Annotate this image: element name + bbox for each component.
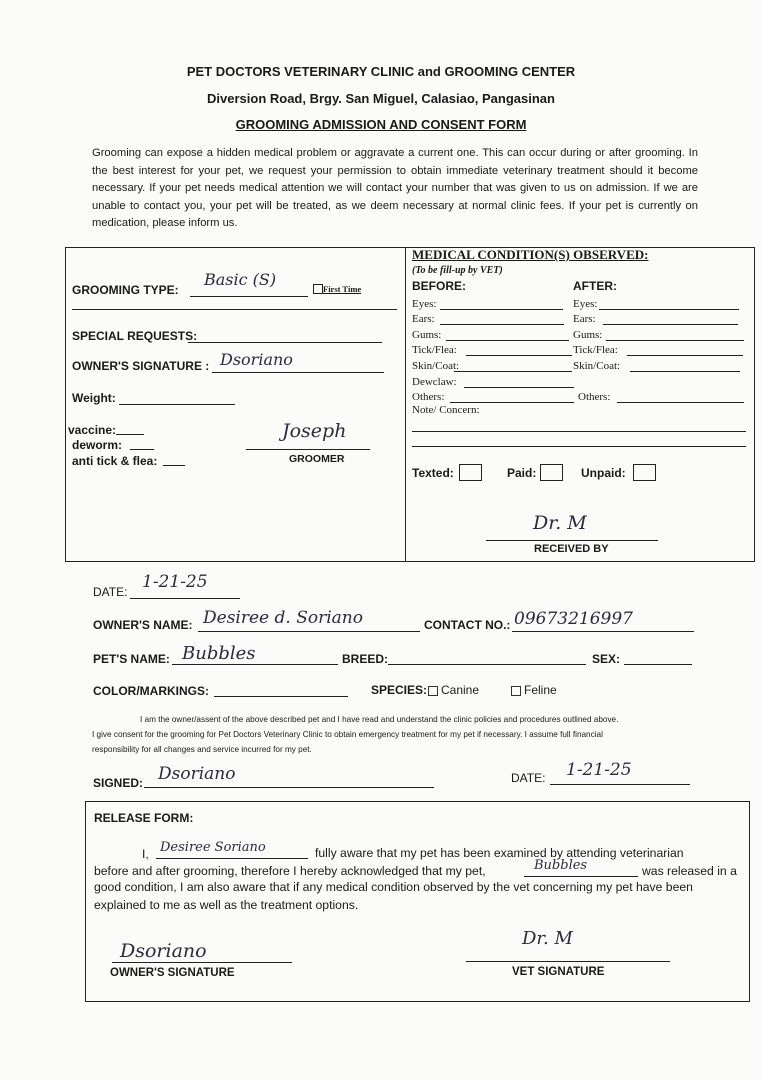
special-requests-label: SPECIAL REQUESTS: bbox=[72, 329, 198, 343]
weight-label: Weight: bbox=[72, 391, 116, 405]
weight-line[interactable] bbox=[119, 404, 235, 405]
owner-signature-value: Dsoriano bbox=[220, 350, 293, 369]
grooming-type-value[interactable]: Basic (S) bbox=[204, 270, 277, 289]
release-text-1: fully aware that my pet has been examined by attending veterinarian bbox=[315, 846, 684, 860]
consent-date-line[interactable] bbox=[550, 784, 690, 785]
consent-line-2: I give consent for the grooming for Pet Doctors Veterinary Clinic to obtain emergency treatment for my pet if necessary. I assume full financial bbox=[92, 730, 603, 739]
before-field-line[interactable] bbox=[440, 309, 563, 310]
pet-name-line[interactable] bbox=[172, 664, 338, 665]
release-owner-signature-line[interactable] bbox=[112, 962, 292, 963]
received-by-label: RECEIVED BY bbox=[534, 543, 609, 555]
sex-label: SEX: bbox=[592, 652, 621, 666]
after-field-label: Tick/Flea: bbox=[573, 344, 618, 356]
after-field-label: Ears: bbox=[573, 313, 596, 325]
release-owner-signature-label: OWNER'S SIGNATURE bbox=[110, 967, 235, 979]
canine-option[interactable] bbox=[428, 683, 479, 697]
release-name-value: Desiree Soriano bbox=[160, 840, 266, 855]
feline-label: Feline bbox=[524, 683, 557, 697]
color-line[interactable] bbox=[214, 696, 348, 697]
paid-label: Paid: bbox=[507, 466, 537, 480]
vaccine-label: vaccine: bbox=[68, 423, 117, 437]
first-time-label: First Time bbox=[323, 284, 362, 294]
contact-line[interactable] bbox=[512, 631, 694, 632]
contact-value: 09673216997 bbox=[514, 609, 633, 629]
note-line-1[interactable] bbox=[412, 431, 746, 432]
texted-checkbox[interactable] bbox=[459, 464, 482, 481]
sex-line[interactable] bbox=[624, 664, 692, 665]
after-field-line[interactable] bbox=[627, 355, 743, 356]
owner-name-label: OWNER'S NAME: bbox=[93, 618, 193, 632]
groomer-line[interactable] bbox=[246, 449, 370, 450]
before-field-line[interactable] bbox=[446, 340, 569, 341]
canine-label: Canine bbox=[441, 683, 480, 697]
consent-line-3: responsibility for all changes and service incurred for my pet. bbox=[92, 745, 312, 754]
note-label: Note/ Concern: bbox=[412, 404, 480, 416]
release-title: RELEASE FORM: bbox=[94, 811, 194, 825]
date-line[interactable] bbox=[130, 598, 240, 599]
first-time-checkbox[interactable] bbox=[313, 284, 323, 294]
owner-name-value: Desiree d. Soriano bbox=[203, 608, 363, 628]
release-text-4: good condition, I am also aware that if any medical condition observed by the vet concerning my pet have been bbox=[94, 880, 693, 894]
deworm-label: deworm: bbox=[72, 438, 123, 452]
date-label: DATE: bbox=[93, 585, 128, 599]
release-vet-signature-label: VET SIGNATURE bbox=[512, 966, 605, 978]
release-text-2: before and after grooming, therefore I hereby acknowledged that my pet, bbox=[94, 864, 486, 878]
texted-label: Texted: bbox=[412, 466, 454, 480]
received-by-value: Dr. M bbox=[533, 512, 587, 534]
unpaid-checkbox[interactable] bbox=[633, 464, 656, 481]
owner-signature-line[interactable] bbox=[212, 372, 384, 373]
breed-label: BREED: bbox=[342, 652, 389, 666]
color-label: COLOR/MARKINGS: bbox=[93, 684, 209, 698]
after-field-label: Eyes: bbox=[573, 298, 598, 310]
groomer-label: GROOMER bbox=[289, 453, 345, 465]
before-label: BEFORE: bbox=[412, 279, 466, 293]
owner-name-line[interactable] bbox=[198, 631, 420, 632]
after-field-label: Skin/Coat: bbox=[573, 360, 621, 372]
unpaid-label: Unpaid: bbox=[581, 466, 626, 480]
release-name-line[interactable] bbox=[156, 858, 308, 859]
after-field-line[interactable] bbox=[599, 309, 739, 310]
release-vet-signature-line[interactable] bbox=[466, 961, 670, 962]
received-by-line[interactable] bbox=[486, 540, 658, 541]
form-title: GROOMING ADMISSION AND CONSENT FORM bbox=[235, 117, 527, 132]
before-field-label: Tick/Flea: bbox=[412, 344, 457, 356]
after-field-line[interactable] bbox=[630, 371, 740, 372]
before-field-line[interactable] bbox=[450, 402, 574, 403]
paid-checkbox[interactable] bbox=[540, 464, 563, 481]
anti-tick-line[interactable] bbox=[163, 465, 185, 466]
grooming-type-line bbox=[190, 296, 308, 297]
clinic-name: PET DOCTORS VETERINARY CLINIC and GROOMING CENTER bbox=[186, 64, 576, 79]
after-field-line[interactable] bbox=[617, 402, 744, 403]
before-field-line[interactable] bbox=[464, 387, 574, 388]
groomer-value: Joseph bbox=[282, 420, 347, 442]
consent-date-label: DATE: bbox=[511, 771, 546, 785]
signed-value: Dsoriano bbox=[158, 764, 236, 784]
before-field-line[interactable] bbox=[454, 371, 572, 372]
after-field-line[interactable] bbox=[603, 324, 738, 325]
anti-tick-label: anti tick & flea: bbox=[72, 454, 158, 468]
release-owner-signature-value: Dsoriano bbox=[120, 940, 207, 962]
date-value: 1-21-25 bbox=[142, 572, 208, 592]
grooming-type-label: GROOMING TYPE: bbox=[72, 283, 179, 297]
consent-date-value: 1-21-25 bbox=[566, 760, 632, 780]
after-field-label: Gums: bbox=[573, 329, 603, 341]
before-field-line[interactable] bbox=[440, 324, 564, 325]
deworm-line[interactable] bbox=[130, 449, 154, 450]
species-label: SPECIES: bbox=[371, 683, 428, 697]
before-field-label: Ears: bbox=[412, 313, 435, 325]
contact-label: CONTACT NO.: bbox=[424, 618, 511, 632]
medical-title: MEDICAL CONDITION(S) OBSERVED: bbox=[412, 247, 649, 262]
before-field-label: Others: bbox=[412, 391, 445, 403]
pet-name-label: PET'S NAME: bbox=[93, 652, 170, 666]
feline-option[interactable] bbox=[511, 683, 557, 697]
before-field-label: Gums: bbox=[412, 329, 442, 341]
grooming-type-line-2 bbox=[72, 309, 397, 310]
signed-line[interactable] bbox=[144, 787, 434, 788]
after-label: AFTER: bbox=[573, 279, 617, 293]
release-text-5: explained to me as well as the treatment options. bbox=[94, 898, 359, 912]
breed-line[interactable] bbox=[388, 664, 586, 665]
feline-checkbox[interactable] bbox=[511, 686, 521, 696]
canine-checkbox[interactable] bbox=[428, 686, 438, 696]
note-line-2[interactable] bbox=[412, 446, 746, 447]
vaccine-line[interactable] bbox=[116, 434, 144, 435]
before-field-line[interactable] bbox=[466, 355, 572, 356]
release-pet-value: Bubbles bbox=[534, 858, 588, 873]
owner-signature-label: OWNER'S SIGNATURE : bbox=[72, 359, 210, 373]
before-field-label: Skin/Coat: bbox=[412, 360, 460, 372]
before-field-label: Dewclaw: bbox=[412, 376, 457, 388]
consent-line-1: I am the owner/assent of the above described pet and I have read and understand the clinic policies and procedures outlined above. bbox=[140, 715, 619, 724]
clinic-address: Diversion Road, Brgy. San Miguel, Calasiao, Pangasinan bbox=[207, 91, 555, 106]
release-pet-line[interactable] bbox=[524, 876, 638, 877]
release-vet-signature-value: Dr. M bbox=[522, 928, 573, 949]
release-i: I, bbox=[142, 847, 149, 861]
after-field-line[interactable] bbox=[606, 340, 744, 341]
intro-paragraph: Grooming can expose a hidden medical problem or aggravate a current one. This can occur during or after grooming. In the best interest for your pet, we request your permission to obtain immediate veterinary treatment should it become necessary. If your pet needs medical attention we will contact your number that was given to us on admission. If we are unable to contact you, your pet will be treated, as we deem necessary at normal clinic fees. If your pet is currently on medication, please inform us. bbox=[92, 147, 698, 229]
release-text-3: was released in a bbox=[642, 864, 737, 878]
medical-subtitle: (To be fill-up by VET) bbox=[412, 265, 503, 276]
pet-name-value: Bubbles bbox=[182, 643, 256, 664]
panel-divider bbox=[405, 247, 406, 561]
signed-label: SIGNED: bbox=[93, 776, 144, 790]
before-field-label: Eyes: bbox=[412, 298, 437, 310]
after-field-label: Others: bbox=[578, 391, 611, 403]
special-requests-line[interactable] bbox=[188, 342, 382, 343]
